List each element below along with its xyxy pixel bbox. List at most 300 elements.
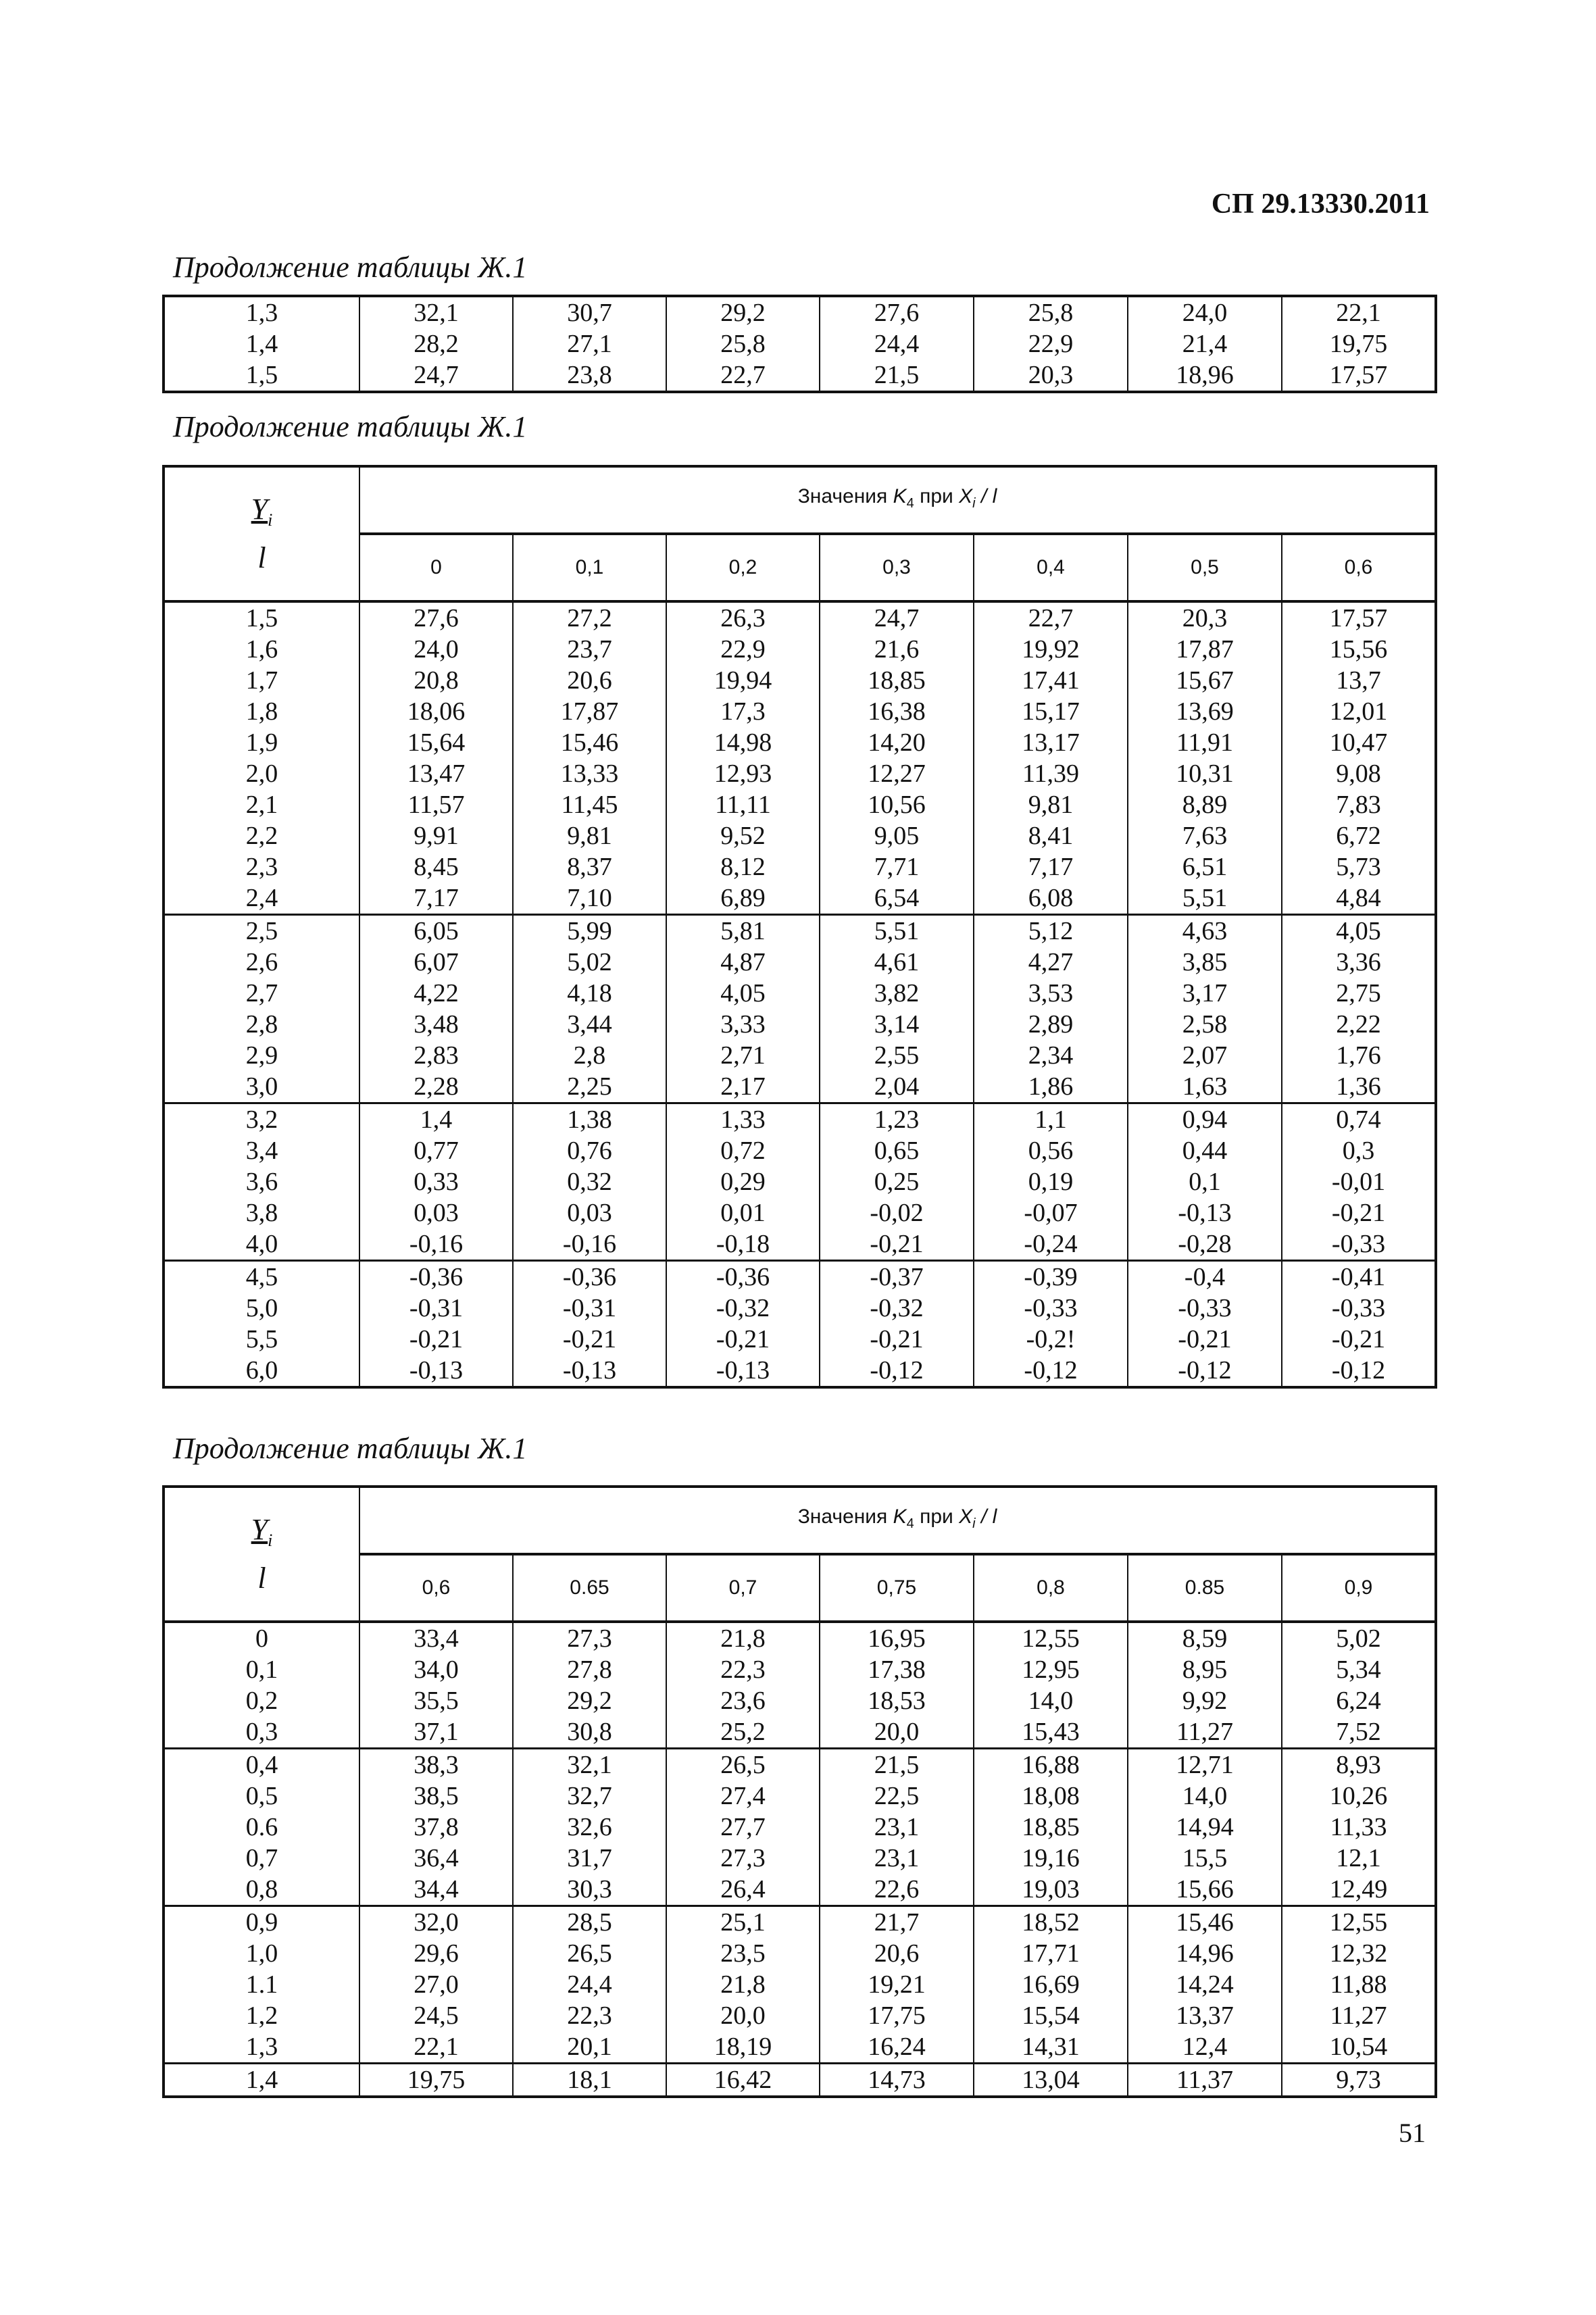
value-cell: 18,85 [820,665,974,696]
value-cell: 11,88 [1282,1969,1436,2000]
value-cell: 5,51 [1128,882,1282,915]
value-cell: 2,71 [666,1040,820,1071]
value-cell: 15,54 [974,2000,1128,2031]
table-row [164,1938,1436,1969]
value-cell: 0,94 [1128,1103,1282,1136]
value-cell: 12,95 [974,1654,1128,1685]
value-cell: 2,34 [974,1040,1128,1071]
value-cell: 1,23 [820,1103,974,1136]
value-cell: 6,51 [1128,851,1282,882]
table-row [164,1324,1436,1355]
value-cell: 27,6 [820,296,974,328]
value-cell: 32,6 [513,1812,666,1843]
value-cell: -0,24 [974,1228,1128,1261]
value-cell: 4,27 [974,947,1128,978]
value-cell: 2,75 [1282,978,1436,1009]
value-cell: 21,4 [1128,328,1282,359]
table-row [164,978,1436,1009]
column-header: 0,1 [513,534,666,601]
table-row [164,1874,1436,1906]
value-cell: 33,4 [359,1622,513,1654]
value-cell: 12,49 [1282,1874,1436,1906]
row-label-cell: 2,9 [164,1040,359,1071]
table-row [164,851,1436,882]
value-cell: 14,98 [666,727,820,758]
column-header: 0 [359,534,513,601]
value-cell: -0,32 [820,1293,974,1324]
value-cell: 18,96 [1128,359,1282,392]
value-cell: 27,0 [359,1969,513,2000]
table-row [164,1685,1436,1716]
value-cell: 2,22 [1282,1009,1436,1040]
value-cell: 36,4 [359,1843,513,1874]
value-cell: 22,9 [974,328,1128,359]
value-cell: 5,73 [1282,851,1436,882]
table-row [164,1355,1436,1387]
value-cell: 27,3 [666,1843,820,1874]
value-cell: -0,12 [974,1355,1128,1387]
value-cell: 15,67 [1128,665,1282,696]
value-cell: 17,87 [1128,634,1282,665]
value-cell: 4,84 [1282,882,1436,915]
value-cell: 4,63 [1128,915,1282,947]
k4-values-header: Значения $K_4$ при $X_i$ / l [359,1487,1436,1554]
value-cell: 6,89 [666,882,820,915]
value-cell: 27,2 [513,601,666,634]
row-label-cell: 2,8 [164,1009,359,1040]
value-cell: 17,41 [974,665,1128,696]
value-cell: 23,7 [513,634,666,665]
value-cell: 17,3 [666,696,820,727]
value-cell: 20,3 [974,359,1128,392]
k4-values-header: Значения $K_4$ при $X_i$ / l [359,466,1436,534]
value-cell: 7,71 [820,851,974,882]
value-cell: 6,72 [1282,820,1436,851]
value-cell: -0,21 [1282,1324,1436,1355]
value-cell: 8,45 [359,851,513,882]
value-cell: 32,7 [513,1781,666,1812]
value-cell: -0,01 [1282,1166,1436,1197]
value-cell: 37,8 [359,1812,513,1843]
value-cell: 0,65 [820,1135,974,1166]
value-cell: 2,55 [820,1040,974,1071]
column-header: 0,2 [666,534,820,601]
table3-caption: Продолжение таблицы Ж.1 [173,1432,528,1465]
table-row [164,1622,1436,1654]
value-cell: 1,63 [1128,1071,1282,1103]
value-cell: 8,93 [1282,1749,1436,1781]
value-cell: 5,99 [513,915,666,947]
row-label-cell: 0,4 [164,1749,359,1781]
column-header: 0,6 [1282,534,1436,601]
value-cell: -0,21 [820,1324,974,1355]
value-cell: 20,3 [1128,601,1282,634]
value-cell: 19,75 [359,2064,513,2097]
row-label-cell: 1,2 [164,2000,359,2031]
value-cell: 3,36 [1282,947,1436,978]
value-cell: -0,21 [1128,1324,1282,1355]
value-cell: 0,03 [359,1197,513,1228]
row-label-cell: 1,0 [164,1938,359,1969]
value-cell: 11,37 [1128,2064,1282,2097]
value-cell: 32,1 [359,296,513,328]
value-cell: 0,01 [666,1197,820,1228]
value-cell: -0,33 [1282,1228,1436,1261]
value-cell: 24,0 [1128,296,1282,328]
value-cell: -0,13 [666,1355,820,1387]
value-cell: 29,2 [513,1685,666,1716]
row-label-cell: 2,4 [164,882,359,915]
value-cell: 14,0 [1128,1781,1282,1812]
value-cell: 13,33 [513,758,666,789]
table-row [164,2064,1436,2097]
value-cell: 24,5 [359,2000,513,2031]
row-label-cell: 1,9 [164,727,359,758]
value-cell: -0,36 [666,1261,820,1293]
value-cell: 4,18 [513,978,666,1009]
column-header: 0,4 [974,534,1128,601]
table-row [164,1166,1436,1197]
value-cell: 20,6 [820,1938,974,1969]
value-cell: 2,07 [1128,1040,1282,1071]
value-cell: 11,57 [359,789,513,820]
value-cell: 17,57 [1282,359,1436,392]
value-cell: 12,27 [820,758,974,789]
value-cell: 24,0 [359,634,513,665]
value-cell: 15,64 [359,727,513,758]
table2 [162,465,1437,1389]
value-cell: 22,3 [666,1654,820,1685]
table-row [164,1293,1436,1324]
table-row [164,2000,1436,2031]
value-cell: 3,53 [974,978,1128,1009]
value-cell: 0,72 [666,1135,820,1166]
value-cell: 10,54 [1282,2031,1436,2064]
value-cell: 2,25 [513,1071,666,1103]
value-cell: 25,2 [666,1716,820,1749]
value-cell: 23,1 [820,1843,974,1874]
table-row [164,1040,1436,1071]
value-cell: 23,5 [666,1938,820,1969]
value-cell: 5,02 [513,947,666,978]
row-label-cell: 0,8 [164,1874,359,1906]
value-cell: 1,4 [359,1103,513,1136]
value-cell: 9,05 [820,820,974,851]
value-cell: 16,95 [820,1622,974,1654]
value-cell: 9,92 [1128,1685,1282,1716]
value-cell: 8,37 [513,851,666,882]
value-cell: 12,32 [1282,1938,1436,1969]
value-cell: 10,56 [820,789,974,820]
value-cell: -0,16 [513,1228,666,1261]
value-cell: 19,94 [666,665,820,696]
row-label-cell: 0,7 [164,1843,359,1874]
value-cell: 32,1 [513,1749,666,1781]
row-label-cell: 0,2 [164,1685,359,1716]
row-label-cell: 2,7 [164,978,359,1009]
value-cell: 26,3 [666,601,820,634]
row-label-cell: 1.1 [164,1969,359,2000]
value-cell: 38,3 [359,1749,513,1781]
row-label-cell: 1,6 [164,634,359,665]
value-cell: 6,54 [820,882,974,915]
value-cell: 12,55 [1282,1906,1436,1939]
value-cell: 0,1 [1128,1166,1282,1197]
value-cell: 14,94 [1128,1812,1282,1843]
table-row [164,665,1436,696]
value-cell: 18,06 [359,696,513,727]
document-code: СП 29.13330.2011 [1211,189,1430,220]
value-cell: -0,13 [359,1355,513,1387]
row-label-cell: 2,1 [164,789,359,820]
value-cell: 3,85 [1128,947,1282,978]
value-cell: 19,16 [974,1843,1128,1874]
table-row [164,1228,1436,1261]
value-cell: 29,2 [666,296,820,328]
value-cell: -0,33 [1282,1293,1436,1324]
value-cell: -0,21 [666,1324,820,1355]
value-cell: 2,89 [974,1009,1128,1040]
value-cell: 28,5 [513,1906,666,1939]
column-header: 0.85 [1128,1554,1282,1622]
value-cell: -0,21 [820,1228,974,1261]
table-row [164,1969,1436,2000]
value-cell: 4,05 [1282,915,1436,947]
value-cell: 27,1 [513,328,666,359]
value-cell: 23,1 [820,1812,974,1843]
table-row [164,1197,1436,1228]
value-cell: 17,38 [820,1654,974,1685]
value-cell: 0,32 [513,1166,666,1197]
value-cell: -0,36 [513,1261,666,1293]
value-cell: 34,0 [359,1654,513,1685]
value-cell: 5,02 [1282,1622,1436,1654]
value-cell: 18,85 [974,1812,1128,1843]
value-cell: 1,1 [974,1103,1128,1136]
value-cell: 9,81 [513,820,666,851]
table-row [164,1906,1436,1939]
value-cell: 13,69 [1128,696,1282,727]
value-cell: 0,33 [359,1166,513,1197]
row-label-cell: 1,3 [164,296,359,328]
value-cell: 0,29 [666,1166,820,1197]
row-label-cell: 0.6 [164,1812,359,1843]
table3 [162,1485,1437,2098]
value-cell: 7,52 [1282,1716,1436,1749]
value-cell: -0,31 [359,1293,513,1324]
value-cell: 24,7 [820,601,974,634]
value-cell: -0,02 [820,1197,974,1228]
table-row [164,758,1436,789]
value-cell: 27,4 [666,1781,820,1812]
table-row [164,915,1436,947]
value-cell: 24,7 [359,359,513,392]
row-label-cell: 4,0 [164,1228,359,1261]
value-cell: 22,3 [513,2000,666,2031]
value-cell: 8,12 [666,851,820,882]
value-cell: 27,6 [359,601,513,634]
page-number: 51 [1399,2118,1426,2148]
value-cell: 18,53 [820,1685,974,1716]
value-cell: 25,8 [974,296,1128,328]
row-label-cell: 1,3 [164,2031,359,2064]
table-row [164,601,1436,634]
value-cell: 14,20 [820,727,974,758]
value-cell: 22,7 [974,601,1128,634]
value-cell: -0,36 [359,1261,513,1293]
value-cell: 32,0 [359,1906,513,1939]
value-cell: 2,28 [359,1071,513,1103]
value-cell: -0,33 [1128,1293,1282,1324]
value-cell: -0,13 [1128,1197,1282,1228]
value-cell: -0,4 [1128,1261,1282,1293]
table-row [164,296,1436,328]
value-cell: 0,25 [820,1166,974,1197]
table-row [164,696,1436,727]
value-cell: -0,2! [974,1324,1128,1355]
value-cell: 7,63 [1128,820,1282,851]
value-cell: 1,76 [1282,1040,1436,1071]
value-cell: 4,05 [666,978,820,1009]
value-cell: 21,6 [820,634,974,665]
value-cell: 38,5 [359,1781,513,1812]
value-cell: 22,7 [666,359,820,392]
value-cell: 23,8 [513,359,666,392]
table-row [164,1654,1436,1685]
value-cell: 0,74 [1282,1103,1436,1136]
value-cell: 22,5 [820,1781,974,1812]
value-cell: -0,28 [1128,1228,1282,1261]
value-cell: 28,2 [359,328,513,359]
column-header: 0,3 [820,534,974,601]
value-cell: 29,6 [359,1938,513,1969]
value-cell: 11,33 [1282,1812,1436,1843]
value-cell: 8,95 [1128,1654,1282,1685]
value-cell: 12,55 [974,1622,1128,1654]
value-cell: 9,91 [359,820,513,851]
value-cell: 16,24 [820,2031,974,2064]
value-cell: 13,37 [1128,2000,1282,2031]
column-header: 0,75 [820,1554,974,1622]
value-cell: 9,52 [666,820,820,851]
value-cell: 19,75 [1282,328,1436,359]
value-cell: 21,5 [820,1749,974,1781]
table-row [164,1009,1436,1040]
row-label-cell: 0 [164,1622,359,1654]
value-cell: -0,13 [513,1355,666,1387]
value-cell: 15,56 [1282,634,1436,665]
value-cell: 11,45 [513,789,666,820]
value-cell: 7,83 [1282,789,1436,820]
value-cell: 0,03 [513,1197,666,1228]
column-header: 0.65 [513,1554,666,1622]
table-row [164,1843,1436,1874]
value-cell: 10,47 [1282,727,1436,758]
row-label-cell: 0,9 [164,1906,359,1939]
row-label-cell: 0,3 [164,1716,359,1749]
value-cell: 6,24 [1282,1685,1436,1716]
value-cell: 9,08 [1282,758,1436,789]
value-cell: 16,38 [820,696,974,727]
value-cell: 1,36 [1282,1071,1436,1103]
table-row [164,1103,1436,1136]
row-label-cell: 5,0 [164,1293,359,1324]
table-row [164,727,1436,758]
value-cell: 12,93 [666,758,820,789]
value-cell: 25,8 [666,328,820,359]
value-cell: 27,8 [513,1654,666,1685]
value-cell: 12,1 [1282,1843,1436,1874]
value-cell: 18,19 [666,2031,820,2064]
value-cell: 5,81 [666,915,820,947]
value-cell: -0,31 [513,1293,666,1324]
value-cell: 23,6 [666,1685,820,1716]
value-cell: -0,21 [513,1324,666,1355]
value-cell: 4,22 [359,978,513,1009]
value-cell: 20,0 [820,1716,974,1749]
value-cell: 15,46 [1128,1906,1282,1939]
value-cell: -0,12 [1282,1355,1436,1387]
table-row [164,1749,1436,1781]
value-cell: -0,32 [666,1293,820,1324]
value-cell: 15,43 [974,1716,1128,1749]
value-cell: 2,58 [1128,1009,1282,1040]
value-cell: 12,01 [1282,696,1436,727]
value-cell: 9,81 [974,789,1128,820]
row-label-cell: 2,5 [164,915,359,947]
row-label-cell: 6,0 [164,1355,359,1387]
value-cell: 17,57 [1282,601,1436,634]
value-cell: 0,77 [359,1135,513,1166]
row-label-cell: 1,5 [164,601,359,634]
value-cell: 0,44 [1128,1135,1282,1166]
value-cell: 5,12 [974,915,1128,947]
value-cell: -0,18 [666,1228,820,1261]
value-cell: 1,38 [513,1103,666,1136]
value-cell: 17,75 [820,2000,974,2031]
table-row [164,1781,1436,1812]
value-cell: 21,8 [666,1622,820,1654]
row-label-cell: 4,5 [164,1261,359,1293]
value-cell: 26,5 [666,1749,820,1781]
row-label-cell: 3,4 [164,1135,359,1166]
value-cell: 22,6 [820,1874,974,1906]
row-label-cell: 0,1 [164,1654,359,1685]
value-cell: -0,21 [1282,1197,1436,1228]
value-cell: 30,8 [513,1716,666,1749]
table-row [164,820,1436,851]
value-cell: 15,66 [1128,1874,1282,1906]
column-header: 0,9 [1282,1554,1436,1622]
value-cell: 4,61 [820,947,974,978]
value-cell: 35,5 [359,1685,513,1716]
value-cell: 2,17 [666,1071,820,1103]
value-cell: 22,1 [359,2031,513,2064]
value-cell: 18,1 [513,2064,666,2097]
value-cell: 15,46 [513,727,666,758]
value-cell: 16,88 [974,1749,1128,1781]
value-cell: 1,33 [666,1103,820,1136]
y-over-l-header: $Y_i$ l [164,1487,359,1622]
value-cell: 30,3 [513,1874,666,1906]
value-cell: 0,19 [974,1166,1128,1197]
value-cell: 3,48 [359,1009,513,1040]
row-label-cell: 1,5 [164,359,359,392]
table2-caption: Продолжение таблицы Ж.1 [173,410,528,443]
row-label-cell: 2,6 [164,947,359,978]
value-cell: 30,7 [513,296,666,328]
value-cell: 3,44 [513,1009,666,1040]
